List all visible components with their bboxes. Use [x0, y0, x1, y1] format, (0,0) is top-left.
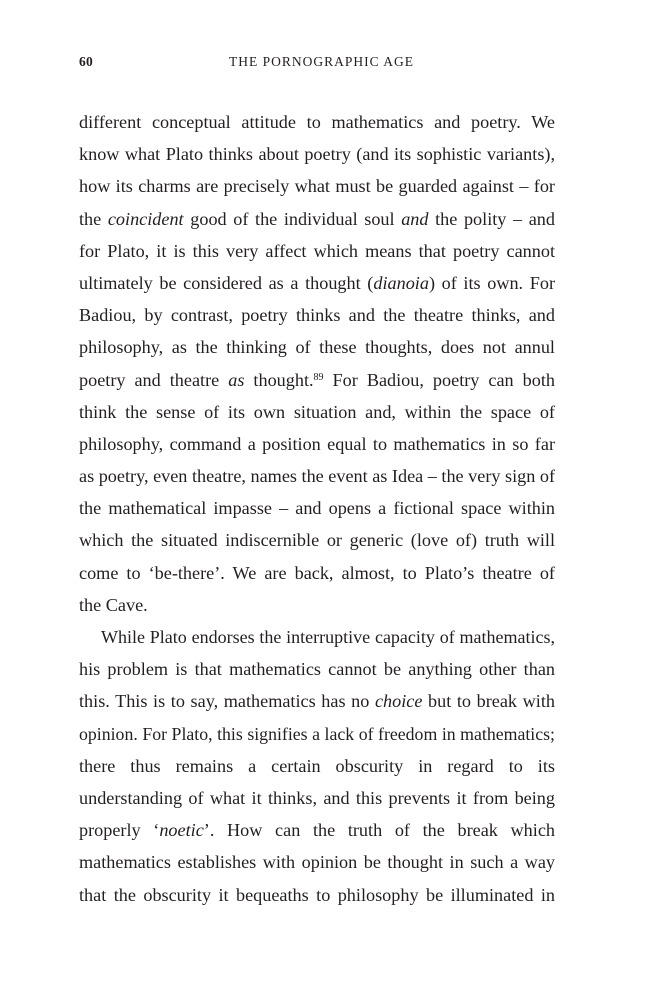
text-line: for Plato, it is this very affect which means that poetry cannot: [79, 240, 555, 261]
body-text: [79, 106, 555, 911]
italic-term: as: [228, 369, 245, 390]
text-line: While Plato endorses the interruptive capacity of mathematics,: [101, 627, 555, 647]
text-line: ultimately be considered as a thought (dianoia) of its own. For: [79, 272, 556, 293]
text-line: the mathematical impasse – and opens a fictional space within: [79, 498, 555, 519]
text-line: come to ‘be-there’. We are back, almost, to Plato’s theatre of: [79, 562, 555, 583]
text-line: there thus remains a certain obscurity in regard to its: [79, 755, 555, 776]
text-line: how its charms are precisely what must be guarded against – for: [79, 176, 555, 197]
text-line: that the obscurity it bequeaths to philosophy be illuminated in: [79, 884, 555, 905]
text-line: the coincident good of the individual soul and the polity – and: [79, 208, 555, 229]
text-line: which the situated indiscernible or generic (love of) truth will: [79, 530, 555, 551]
text-line: properly ‘noetic’. How can the truth of the break which: [79, 820, 555, 841]
text-line: know what Plato thinks about poetry (and its sophistic variants),: [79, 144, 555, 165]
italic-term: noetic: [159, 820, 204, 841]
text-line: mathematics establishes with opinion be thought in such a way: [79, 852, 555, 873]
text-line: this. This is to say, mathematics has no choice but to break with: [79, 691, 555, 712]
text-line: poetry and theatre as thought.$^{89}$ For Badiou, poetry can both: [79, 369, 555, 390]
text-line: think the sense of its own situation and, within the space of: [79, 401, 555, 422]
text-line: philosophy, command a position equal to mathematics in so far: [79, 433, 555, 454]
italic-term: and: [401, 208, 429, 229]
italic-term: coincident: [107, 208, 184, 229]
text-line: different conceptual attitude to mathematics and poetry. We: [79, 112, 555, 132]
italic-term: choice: [374, 691, 423, 712]
text-line: Badiou, by contrast, poetry thinks and the theatre thinks, and: [79, 305, 555, 326]
running-head: [79, 54, 555, 74]
text-line: understanding of what it thinks, and this prevents it from being: [79, 787, 555, 808]
text-line: philosophy, as the thinking of these thoughts, does not annul: [79, 337, 555, 358]
running-title: THE PORNOGRAPHIC AGE: [229, 54, 415, 69]
italic-term: dianoia: [373, 272, 429, 293]
footnote-ref[interactable]: 89: [313, 371, 324, 383]
text-line: opinion. For Plato, this signifies a lack of freedom in mathematics;: [79, 723, 555, 744]
page-number: 60: [79, 54, 93, 69]
text-line: the Cave.: [79, 594, 148, 615]
text-line: as poetry, even theatre, names the event as Idea – the very sign of: [79, 466, 556, 487]
text-line: his problem is that mathematics cannot be anything other than: [79, 659, 555, 680]
